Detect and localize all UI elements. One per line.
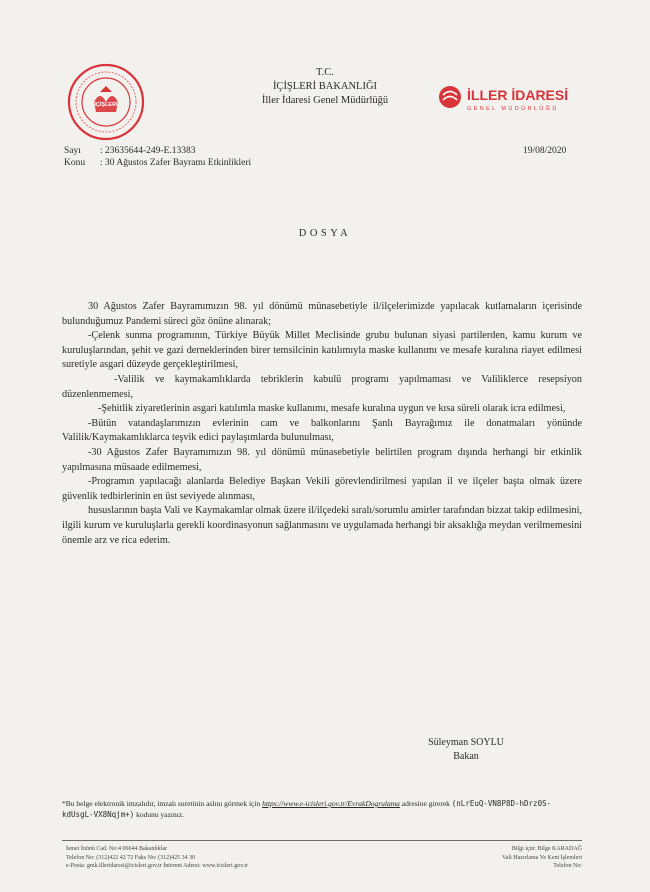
- footer-line: Vali Hazırlama Ve Kent İşlemleri: [502, 854, 582, 861]
- signatory-title: Bakan: [453, 751, 479, 762]
- footer-line: e-Posta: gmk.illeridaresi@icisleri.gov.tr İnternet Adresi: www.icisleri.gov.tr: [66, 863, 248, 869]
- header-ministry: İÇİŞLERİ BAKANLIĞI: [272, 81, 378, 92]
- document-title: DOSYA: [298, 228, 352, 239]
- note-text: adresine girerek: [401, 799, 450, 808]
- note-text: kodunu yazınız.: [136, 810, 185, 819]
- footer-line: Telefon No:: [553, 863, 582, 869]
- note-text: *Bu belge elektronik imzalıdır, imzalı suretinin aslını görmek için: [62, 799, 261, 808]
- paragraph: 30 Ağustos Zafer Bayramımızın 98. yıl dönümü münasebetiyle il/ilçelerimizde yapılacak kutlamaların içerisinde bulunduğumuz Pandemi süreci göz önüne alınarak;: [62, 301, 582, 327]
- signatory-name: Süleyman SOYLU: [428, 737, 504, 748]
- footer-address: [66, 845, 248, 871]
- paragraph: -Programın yapılacağı alanlarda Belediye Başkan Vekili görevlendirilmesi yapılan il ve ilçeler başta olmak üzere güvenlik tedbirlerinin en üst seviyede alınması,: [62, 476, 582, 502]
- signature-block: [396, 736, 536, 764]
- iller-idaresi-logo: [436, 80, 586, 116]
- konu-value: : 30 Ağustos Zafer Bayramı Etkinlikleri: [100, 158, 252, 168]
- e-signature-note: [62, 798, 582, 820]
- document-body: [62, 300, 582, 548]
- header-tc: T.C.: [316, 67, 334, 78]
- verification-code: (nLrEuQ-VN8P8D-hDrz0S-kdUsgL-VX8Nqjm+): [62, 799, 552, 819]
- sayi-label: Sayı: [64, 146, 81, 156]
- header-directorate: İller İdaresi Genel Müdürlüğü: [261, 95, 389, 106]
- footer-line: Bilgi için: Bilge KARADAĞ: [511, 846, 582, 852]
- footer-contact: [502, 845, 582, 871]
- paragraph: -Şehitlik ziyaretlerinin asgari katılımla maske kullanımı, mesafe kuralına uygun ve kısa süreli olarak icra edilmesi,: [98, 403, 566, 415]
- seal-text: İÇİŞLERİ: [94, 102, 118, 108]
- paragraph: -Bütün vatandaşlarımızın evlerinin cam ve balkonlarını Şanlı Bayrağımız ile donatmaları yönünde Valilik/Kaymakamlıklarca teşvik edici paylaşımlarda bulunulması,: [62, 417, 582, 444]
- logo-subtext: GENEL MÜDÜRLÜĞÜ: [467, 106, 559, 112]
- footer-line: Telefon No: (312)422 42 72 Faks No: (312)425 34 30: [66, 854, 196, 861]
- konu-label: Konu: [64, 158, 86, 168]
- logo-text: İLLER İDARESİ: [467, 87, 569, 103]
- footer-line: İsmet İnönü Cad. No:4 06644 Bakanlıklar: [66, 846, 167, 852]
- sayi-value: : 23635644-249-E.13383: [100, 146, 196, 156]
- paragraph: -Valilik ve kaymakamlıklarda tebriklerin kabulü programı yapılmaması ve Valiliklerce resepsiyon düzenlenmemesi,: [62, 373, 582, 400]
- footer-divider: [62, 840, 582, 841]
- paragraph: -30 Ağustos Zafer Bayramımızın 98. yıl dönümü münasebetiyle belirtilen program dışında herhangi bir etkinlik yapılmasına müsaade edilmemesi,: [62, 446, 582, 473]
- paragraph: hususlarının başta Vali ve Kaymakamlar olmak üzere il/ilçedeki sıralı/sorumlu amirler tarafından bizzat takip edilmesini, ilgili kurum ve kuruluşlarla gerekli koordinasyonun sağlanmasını ve uygulamada herhangi bir aksaklığa meydan verilmemesini önemle arz ve rica ederim.: [62, 505, 582, 546]
- document-date: 19/08/2020: [523, 146, 567, 156]
- paragraph: -Çelenk sunma programının, Türkiye Büyük Millet Meclisinde grubu bulunan siyasi partilerden, kamu kurum ve kuruluşlarından, şehit ve gazi derneklerinden birer temsilcinin katılımıyla maske kullanımı ve mesafe kuralına riayet edilmesi suretiyle asgari düzeyde gerçekleştirilmesi,: [62, 330, 582, 371]
- verification-link[interactable]: https://www.e-icisleri.gov.tr/EvrakDogrulama: [262, 799, 400, 808]
